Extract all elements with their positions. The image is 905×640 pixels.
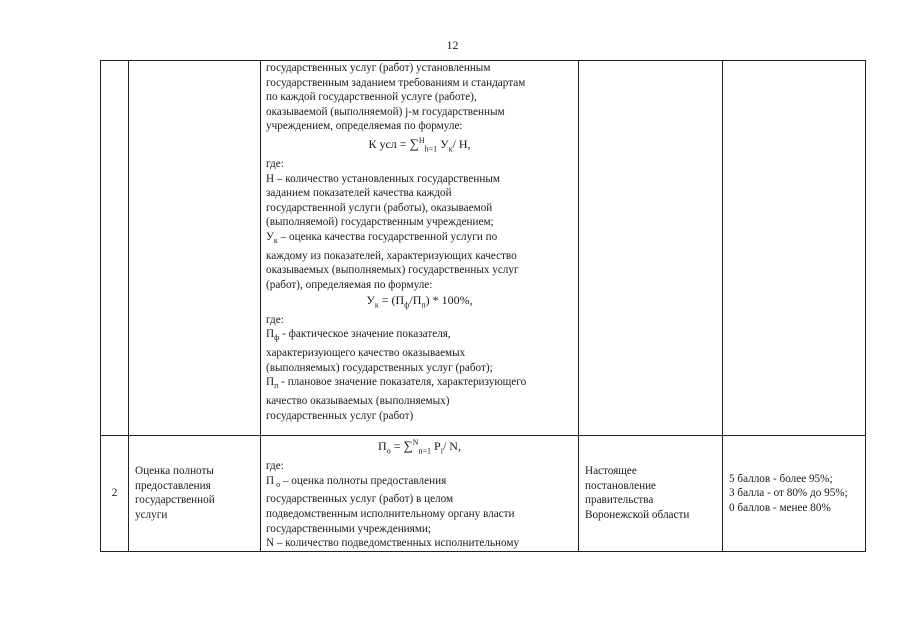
row-number-cell	[101, 61, 129, 436]
intro-line: оказываемой (выполняемой) j-м государственным	[266, 105, 505, 118]
criterion-name-cell	[129, 436, 261, 552]
definition-line: государственными учреждениями;	[266, 522, 431, 535]
definition-line: оказываемых (выполняемых) государственных услуг	[266, 264, 519, 277]
source-cell	[579, 436, 723, 552]
method-cell	[261, 436, 579, 552]
definition-line: государственной услуги (работы), оказываемой	[266, 201, 493, 214]
definition-line: Н – количество установленных государственным	[266, 172, 500, 185]
definition-line: государственных услуг (работ)	[266, 409, 414, 422]
page-number: 12	[446, 38, 459, 52]
criterion-name-line: предоставления	[135, 479, 211, 492]
intro-line: по каждой государственной услуге (работе),	[266, 91, 477, 104]
definition-line: $У_к$ – оценка качества государственной услуги по	[266, 230, 498, 246]
criterion-name-cell	[129, 61, 261, 436]
criterion-name-line: государственной	[135, 494, 215, 507]
score-cell	[723, 61, 866, 436]
formula-indicator-score: $У_к = (П_ф/П_п) * 100\%$,	[366, 292, 473, 309]
definition-line: $П_ф$ - фактическое значение показателя,	[266, 328, 451, 343]
definition-line: каждому из показателей, характеризующих качество	[266, 249, 517, 262]
source-cell	[579, 61, 723, 436]
where-label: где:	[266, 157, 284, 170]
table-row	[101, 61, 866, 436]
definition-line: заданием показателей качества каждой	[266, 187, 452, 200]
definition-line: государственных услуг (работ) в целом	[266, 493, 454, 506]
definition-line: качество оказываемых (выполняемых)	[266, 394, 450, 407]
criterion-name-line: Оценка полноты	[135, 465, 214, 478]
formula-quality-score: К усл = ∑$^Н_{h=1}$ $У_к/$ Н,	[368, 135, 471, 154]
criteria-table	[100, 60, 866, 552]
definition-line: подведомственным исполнительному органу власти	[266, 508, 515, 520]
definition-line: (выполняемых) государственных услуг (работ);	[266, 361, 493, 374]
definition-line: (работ), определяемая по формуле:	[266, 278, 433, 291]
where-label: где:	[266, 459, 284, 472]
table-row	[101, 436, 866, 552]
definition-line: N – количество подведомственных исполнительному	[266, 537, 520, 550]
source-line: Настоящее	[585, 465, 637, 478]
source-line: правительства	[585, 494, 654, 507]
intro-line: государственным заданием требованиям и стандартам	[266, 76, 526, 89]
intro-line: учреждением, определяемая по формуле:	[266, 120, 463, 133]
score-line: 5 баллов - более 95%;	[729, 472, 833, 485]
definition-line: (выполняемой) государственным учреждением;	[266, 216, 494, 229]
intro-line: государственных услуг (работ) установленным	[266, 62, 491, 74]
score-line: 3 балла - от 80% до 95%;	[729, 487, 848, 500]
method-cell	[261, 61, 579, 436]
source-line: Воронежской области	[585, 508, 690, 521]
criterion-name-line: услуги	[135, 508, 168, 521]
score-line: 0 баллов - менее 80%	[729, 501, 831, 514]
source-line: постановление	[585, 479, 657, 492]
definition-line: характеризующего качество оказываемых	[266, 346, 466, 359]
definition-line: П $_о$ – оценка полноты предоставления	[266, 474, 447, 489]
where-label: где:	[266, 313, 284, 326]
score-cell	[723, 436, 866, 552]
definition-line: $П_п$ - плановое значение показателя, характеризующего	[266, 376, 527, 391]
row-number-cell: 2	[101, 436, 129, 552]
formula-completeness-score: $П_о = \sum^N_{n=1}$ $P_i/$ N,	[378, 438, 461, 456]
